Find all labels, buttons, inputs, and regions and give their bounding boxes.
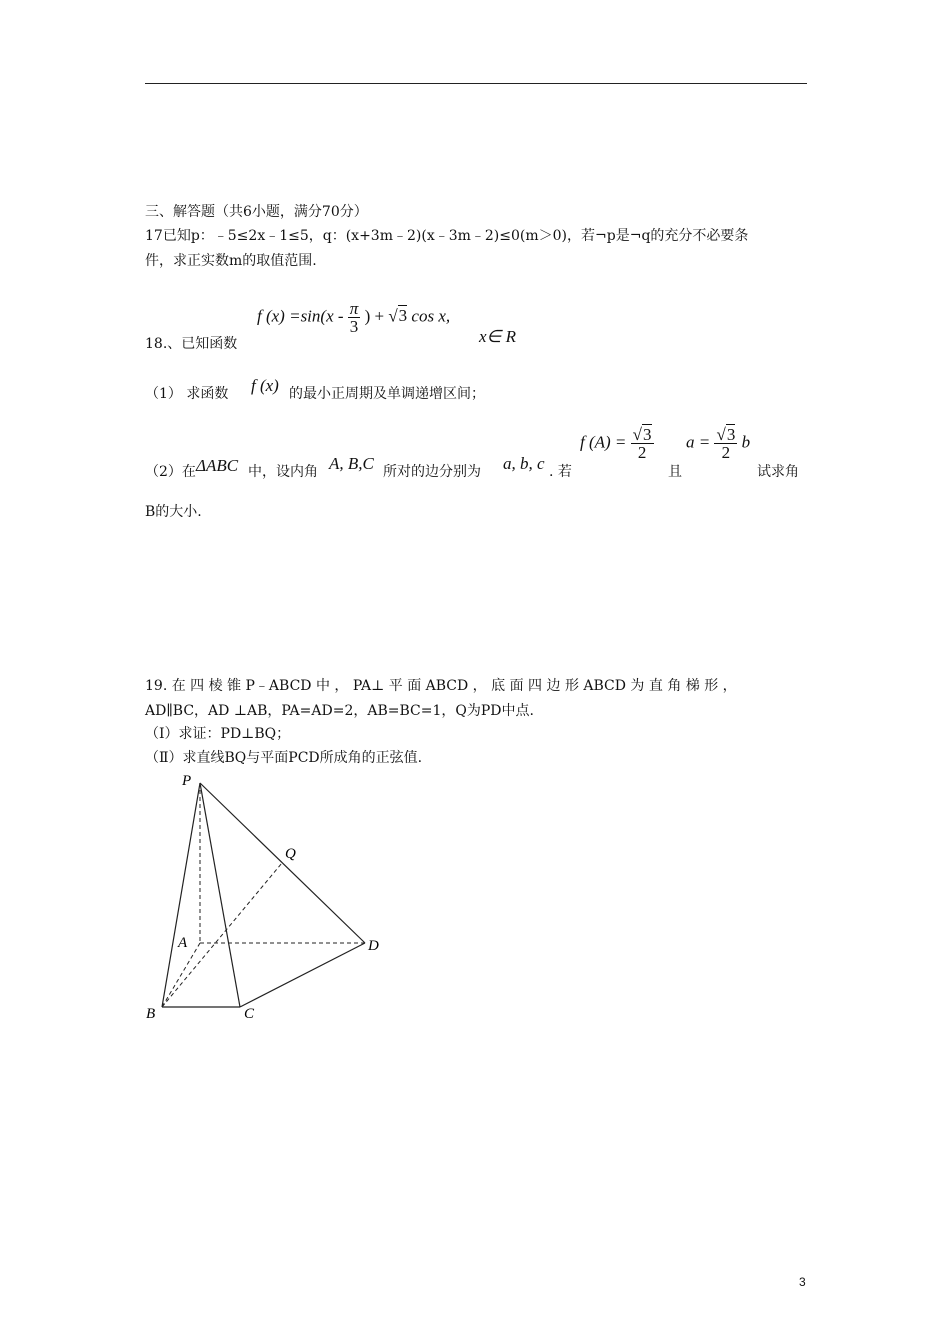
q17-line2: 件，求正实数m的取值范围. bbox=[145, 253, 317, 269]
q18-cond2-frac bbox=[714, 426, 737, 461]
q18-cond2 bbox=[686, 426, 750, 461]
q18-formula-right: ) + bbox=[364, 306, 389, 326]
q18-angles: A, B,C bbox=[329, 454, 374, 473]
q18-part2-mid1: 中，设内角 bbox=[248, 464, 318, 480]
q19-line1: 19. 在 四 棱 锥 P﹣ABCD 中 ， PA⊥ 平 面 ABCD ， 底 面 四 边 形 ABCD 为 直 角 梯 形 ， bbox=[145, 678, 737, 694]
header-rule bbox=[145, 83, 807, 84]
label-q: Q bbox=[285, 846, 296, 862]
edge-cd bbox=[240, 943, 365, 1007]
label-p: P bbox=[182, 773, 192, 789]
q18-cond1-num-value: 3 bbox=[643, 425, 652, 444]
q18-and: 且 bbox=[668, 464, 682, 480]
q18-cond1-left: f (A) = bbox=[580, 432, 627, 452]
q18-formula-left: f (x) =sin(x - bbox=[257, 306, 344, 326]
q18-part2-mid2: 所对的边分别为 bbox=[383, 464, 481, 480]
q18-part2-line2: B的大小. bbox=[145, 504, 202, 520]
label-c: C bbox=[244, 1006, 255, 1022]
label-d: D bbox=[368, 938, 379, 954]
q19-line2: AD∥BC，AD ⊥AB，PA=AD=2，AB=BC=1，Q为PD中点. bbox=[145, 703, 534, 719]
q17-line1: 17已知p：﹣5≤2x﹣1≤5，q：(x+3m﹣2)(x﹣3m﹣2)≤0(m＞0)，若¬p是¬q的充分不必要条 bbox=[145, 228, 749, 244]
pyramid-figure bbox=[140, 765, 400, 1030]
page-number: 3 bbox=[799, 1275, 806, 1289]
q18-cond2-right: b bbox=[741, 432, 751, 452]
q19-part2: （Ⅱ）求直线BQ与平面PCD所成角的正弦值. bbox=[145, 750, 423, 766]
q18-part1-fx: f (x) bbox=[251, 376, 279, 395]
q18-pi: π bbox=[349, 299, 359, 318]
q18-pi-over-3 bbox=[348, 300, 361, 335]
q19-part1: （Ⅰ）求证：PD⊥BQ； bbox=[145, 726, 291, 742]
q18-three: 3 bbox=[349, 317, 359, 336]
q18-part2-prefix: （2）在 bbox=[145, 464, 196, 480]
q18-sqrt3: √3 bbox=[388, 306, 408, 326]
q18-part1-suffix: 的最小正周期及单调递增区间； bbox=[289, 386, 485, 402]
q18-part2-tail: 试求角 bbox=[757, 464, 799, 480]
q18-cond1-den: 2 bbox=[637, 443, 647, 462]
edge-pb bbox=[162, 783, 200, 1007]
label-b: B bbox=[146, 1006, 156, 1022]
q18-sides: a, b, c bbox=[503, 454, 545, 473]
q18-cond1-num: √3 bbox=[632, 425, 652, 444]
section-heading: 三、解答题（共6小题，满分70分） bbox=[145, 204, 368, 220]
q18-formula bbox=[257, 300, 450, 335]
q18-domain: x∈ R bbox=[479, 327, 516, 346]
q18-cond2-left: a = bbox=[686, 432, 711, 452]
q18-part1-prefix: （1） 求函数 bbox=[145, 386, 229, 402]
label-a: A bbox=[178, 935, 188, 951]
q18-ruo: . 若 bbox=[549, 464, 572, 480]
q18-cond2-den: 2 bbox=[721, 443, 731, 462]
q18-cond2-num: √3 bbox=[716, 425, 736, 444]
q18-formula-tail: cos x, bbox=[411, 306, 451, 326]
q18-triangle: ΔABC bbox=[196, 456, 239, 475]
q18-sqrt3-value: 3 bbox=[398, 306, 408, 326]
q18-cond1 bbox=[580, 426, 654, 461]
q18-cond1-frac bbox=[631, 426, 654, 461]
q18-intro: 18.、已知函数 bbox=[145, 336, 238, 352]
q18-cond2-num-value: 3 bbox=[726, 425, 736, 444]
